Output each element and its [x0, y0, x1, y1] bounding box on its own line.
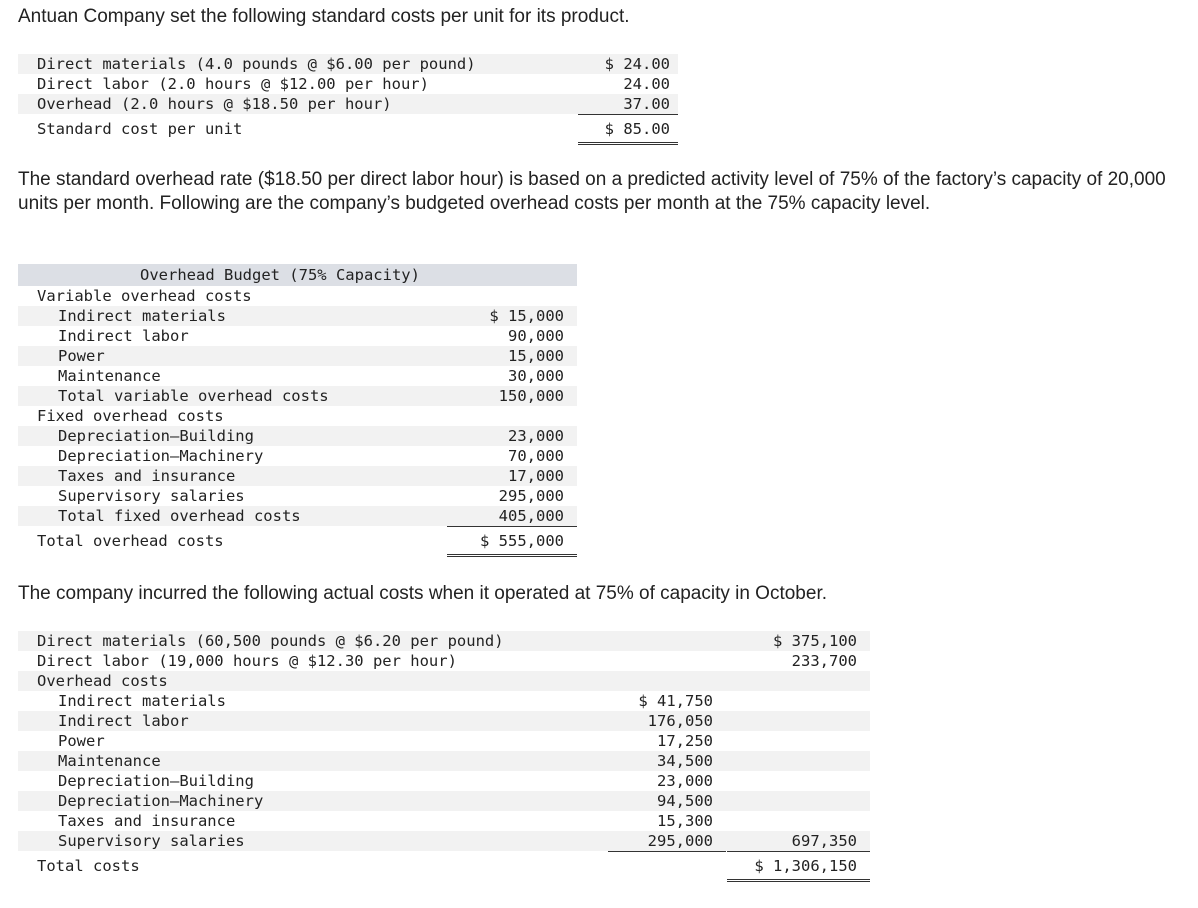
row-value: 24.00 — [623, 75, 670, 93]
table-row — [18, 731, 870, 751]
table-row — [18, 811, 870, 831]
row-label: Depreciation—Building — [58, 772, 254, 790]
row-label: Indirect labor — [58, 327, 189, 345]
row-value: 295,000 — [447, 486, 577, 507]
row-label: Taxes and insurance — [58, 812, 236, 830]
total-value: $ 85.00 — [578, 116, 678, 145]
row-label: Overhead (2.0 hours @ $18.50 per hour) — [37, 95, 392, 113]
table-title: Overhead Budget (75% Capacity) — [140, 266, 420, 284]
table-row — [18, 671, 870, 691]
table-row — [18, 426, 577, 446]
table-row — [18, 791, 870, 811]
row-value: 23,000 — [508, 427, 564, 445]
row-label: Direct materials (4.0 pounds @ $6.00 per pound) — [37, 55, 476, 73]
row-value: 295,000 — [608, 831, 726, 852]
actual-costs-paragraph: The company incurred the following actual costs when it operated at 75% of capacity in October. — [18, 583, 828, 604]
row-value: 30,000 — [447, 366, 577, 387]
row-value: $ 375,100 — [773, 632, 857, 650]
row-label: Direct labor (19,000 hours @ $12.30 per hour) — [37, 652, 457, 670]
table-row — [18, 94, 678, 114]
row-label: Maintenance — [58, 752, 161, 770]
table-row — [18, 486, 577, 506]
row-label: Supervisory salaries — [58, 832, 245, 850]
total-label: Total costs — [37, 857, 140, 875]
intro-text: Antuan Company set the following standard costs per unit for its product. — [18, 6, 630, 27]
table-row — [18, 326, 577, 346]
row-label: Depreciation—Machinery — [58, 447, 264, 465]
row-label: Supervisory salaries — [58, 487, 245, 505]
table-row — [18, 366, 577, 386]
table-row — [18, 54, 678, 74]
table-row — [18, 446, 577, 466]
row-label: Power — [58, 732, 105, 750]
table-row — [18, 651, 870, 671]
table-row — [18, 74, 678, 94]
row-label: Direct labor (2.0 hours @ $12.00 per hour) — [37, 75, 429, 93]
actual-costs-table — [18, 631, 870, 881]
row-value: 23,000 — [657, 772, 713, 790]
table-row — [18, 831, 870, 851]
row-value: 94,500 — [657, 792, 713, 810]
row-value: 233,700 — [791, 652, 857, 670]
row-label: Indirect materials — [58, 692, 226, 710]
row-value: 34,500 — [657, 752, 713, 770]
row-value: 176,050 — [647, 712, 713, 730]
table-row — [18, 691, 870, 711]
row-label: Indirect labor — [58, 712, 189, 730]
table-row — [18, 631, 870, 651]
row-label: Power — [58, 347, 105, 365]
total-label: Total overhead costs — [37, 532, 224, 550]
table-header — [18, 264, 577, 286]
table-row — [18, 306, 577, 326]
standard-cost-table — [18, 54, 678, 144]
row-label: Taxes and insurance — [58, 467, 236, 485]
row-label: Direct materials (60,500 pounds @ $6.20 per pound) — [37, 632, 504, 650]
table-row — [18, 711, 870, 731]
table-row — [18, 286, 577, 306]
table-row-total — [18, 526, 577, 556]
section-heading: Fixed overhead costs — [37, 407, 224, 425]
table-row — [18, 406, 577, 426]
row-label: Total fixed overhead costs — [58, 507, 301, 525]
section-heading: Overhead costs — [37, 672, 168, 690]
row-value: 90,000 — [508, 327, 564, 345]
total-value: $ 1,306,150 — [727, 853, 870, 882]
row-value: 15,000 — [508, 347, 564, 365]
table-row — [18, 346, 577, 366]
overhead-total-value: 697,350 — [727, 831, 870, 852]
row-value: $ 24.00 — [604, 55, 670, 73]
overhead-budget-table — [18, 264, 577, 556]
table-row — [18, 771, 870, 791]
table-row-subtotal — [18, 506, 577, 526]
table-row-subtotal — [18, 386, 577, 406]
table-row — [18, 466, 577, 486]
row-label: Indirect materials — [58, 307, 226, 325]
overhead-rate-paragraph: The standard overhead rate ($18.50 per direct labor hour) is based on a predicted activity level of 75% of the factory’s capacity of 20,000 units per month. Following are the company’s budgeted overhead costs per month at the 75% capacity level. — [18, 169, 1166, 214]
table-row-total — [18, 114, 678, 144]
row-value: 70,000 — [508, 447, 564, 465]
total-label: Standard cost per unit — [37, 120, 243, 138]
table-row — [18, 751, 870, 771]
row-value: 17,000 — [508, 467, 564, 485]
row-value: 15,300 — [657, 812, 713, 830]
row-value: $ 41,750 — [638, 692, 713, 710]
table-row-total — [18, 851, 870, 881]
row-value: 37.00 — [578, 94, 678, 115]
row-value: 405,000 — [447, 506, 577, 527]
section-heading: Variable overhead costs — [37, 287, 252, 305]
row-label: Total variable overhead costs — [58, 387, 329, 405]
row-value: 17,250 — [657, 732, 713, 750]
row-value: $ 15,000 — [489, 307, 564, 325]
row-value: 150,000 — [498, 387, 564, 405]
row-label: Depreciation—Machinery — [58, 792, 264, 810]
row-label: Depreciation—Building — [58, 427, 254, 445]
total-value: $ 555,000 — [447, 528, 577, 557]
row-label: Maintenance — [58, 367, 161, 385]
